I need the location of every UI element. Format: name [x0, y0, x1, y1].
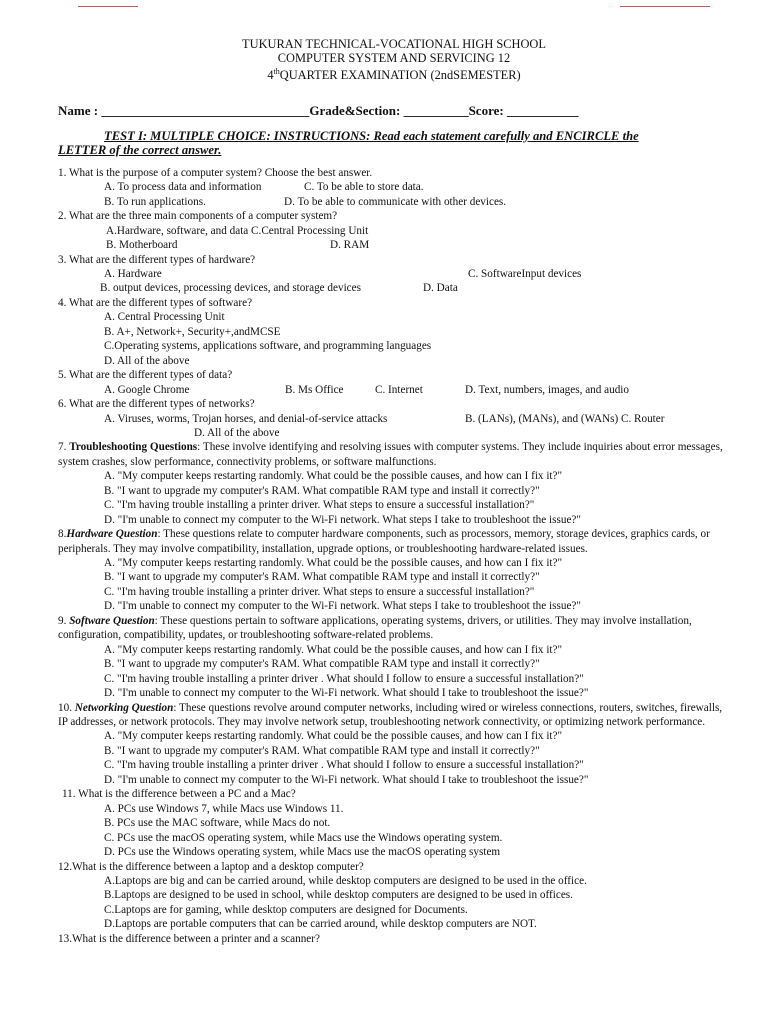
question-5: 5. What are the different types of data? — [58, 369, 233, 382]
q9-title: Software Question — [69, 614, 155, 627]
q11-option-b[interactable]: B. PCs use the MAC software, while Macs do not. — [104, 817, 331, 830]
q11-option-d[interactable]: D. PCs use the Windows operating system, while Macs use the macOS operating system — [104, 846, 501, 859]
q6-option-d[interactable]: D. All of the above — [194, 426, 280, 439]
top-rule-right — [620, 6, 710, 7]
q2-option-d[interactable]: D. RAM — [330, 239, 370, 252]
question-13: 13.What is the difference between a printer and a scanner? — [58, 932, 320, 945]
q1-options-ac — [58, 180, 730, 194]
question-10: 10. Networking Question: These questions revolve around computer networks, including wired or wireless connections, routers, switches, firewalls, IP addresses, or network protocols. They may involve network setup, troubleshooting network connectivity, or optimizing network performance. — [58, 701, 723, 728]
question-7: 7. Troubleshooting Questions: These involve identifying and resolving issues with computer systems. They include inquiries about error messages, system crashes, slow performance, connectivity problems, or software malfunctions. — [58, 441, 723, 468]
score-label: Score: — [468, 102, 507, 118]
q10-title: Networking Question — [74, 701, 174, 714]
q2-option-b[interactable]: B. Motherboard — [106, 239, 178, 252]
q3-options-ac — [58, 267, 730, 281]
q8-title: Hardware Question — [66, 528, 158, 541]
exam-title: 4thQUARTER EXAMINATION (2ndSEMESTER) — [267, 67, 521, 83]
q4-option-c[interactable]: C.Operating systems, applications software, and programming languages — [104, 340, 432, 353]
q3-options-bd — [58, 281, 730, 295]
q3-option-b[interactable]: B. output devices, processing devices, and storage devices — [100, 282, 361, 295]
q12-option-a[interactable]: A.Laptops are big and can be carried around, while desktop computers are designed to be used in the office. — [104, 874, 587, 887]
q1-options-bd — [58, 195, 730, 209]
question-12: 12.What is the difference between a laptop and a desktop computer? — [58, 860, 364, 873]
question-2: 2. What are the three main components of a computer system? — [58, 210, 338, 223]
score-blank[interactable]: ___________ — [506, 102, 579, 118]
q9-option-a[interactable]: A. "My computer keeps restarting randomly. What could be the possible causes, and how can I fix it?" — [104, 643, 563, 656]
question-9: 9. Software Question: These questions pertain to software applications, operating systems, drivers, or utilities. They may involve installation, configuration, compatibility, updates, or troubleshooting software-related problems. — [58, 614, 692, 642]
question-4: 4. What are the different types of software? — [58, 296, 253, 309]
q1-option-d[interactable]: D. To be able to communicate with other devices. — [284, 195, 507, 208]
q3-option-c[interactable]: C. SoftwareInput devices — [468, 268, 582, 281]
q2-option-ac[interactable]: A.Hardware, software, and data C.Central Processing Unit — [106, 224, 369, 237]
q8-option-b[interactable]: B. "I want to upgrade my computer's RAM. What compatible RAM type and install it correctly?" — [104, 571, 540, 584]
q4-option-d[interactable]: D. All of the above — [104, 354, 190, 367]
q9-option-d[interactable]: D. "I'm unable to connect my computer to the Wi-Fi network. What should I take to troubleshoot the issue?" — [104, 687, 589, 700]
q7-title: Troubleshooting Questions — [69, 441, 198, 454]
q12-option-d[interactable]: D.Laptops are portable computers that can be carried around, while desktop computers are NOT. — [104, 918, 537, 931]
q12-option-b[interactable]: B.Laptops are designed to be used in school, while desktop computers are designed to be used in offices. — [104, 889, 573, 902]
q1-option-c[interactable]: C. To be able to store data. — [304, 181, 424, 194]
q7-option-a[interactable]: A. "My computer keeps restarting randomly. What could be the possible causes, and how can I fix it?" — [104, 470, 563, 483]
q7-option-c[interactable]: C. "I'm having trouble installing a printer driver. What steps to ensure a successful installation?" — [104, 499, 535, 512]
q3-option-a[interactable]: A. Hardware — [104, 268, 162, 281]
q11-option-a[interactable]: A. PCs use Windows 7, while Macs use Windows 11. — [104, 802, 344, 815]
q8-option-c[interactable]: C. "I'm having trouble installing a printer driver. What steps to ensure a successful installation?" — [104, 585, 535, 598]
question-11: 11. What is the difference between a PC and a Mac? — [62, 788, 296, 801]
q5-option-c[interactable]: C. Internet — [375, 383, 423, 396]
name-label: Name : — [58, 102, 102, 118]
q10-option-a[interactable]: A. "My computer keeps restarting randomly. What could be the possible causes, and how can I fix it?" — [104, 730, 563, 743]
grade-section-label: Grade&Section: — [309, 102, 404, 118]
q12-option-c[interactable]: C.Laptops are for gaming, while desktop computers are designed for Documents. — [104, 903, 468, 916]
q7-option-d[interactable]: D. "I'm unable to connect my computer to the Wi-Fi network. What steps I take to troubleshoot the issue?" — [104, 513, 581, 526]
q11-option-c[interactable]: C. PCs use the macOS operating system, while Macs use the Windows operating system. — [104, 831, 503, 844]
instructions-line-1: TEST I: MULTIPLE CHOICE: INSTRUCTIONS: Read each statement carefully and ENCIRCLE the — [104, 128, 639, 143]
q10-option-c[interactable]: C. "I'm having trouble installing a printer driver . What should I follow to ensure a successful installation?" — [104, 759, 584, 772]
grade-section-blank[interactable]: __________ — [403, 102, 469, 118]
name-blank[interactable]: ________________________________ — [101, 102, 310, 118]
q5-option-b[interactable]: B. Ms Office — [285, 383, 344, 396]
q10-option-d[interactable]: D. "I'm unable to connect my computer to the Wi-Fi network. What should I take to troubleshoot the issue?" — [104, 773, 589, 786]
q1-option-a[interactable]: A. To process data and information — [104, 181, 262, 194]
q6-options-d — [58, 426, 730, 440]
q4-option-a[interactable]: A. Central Processing Unit — [104, 311, 225, 324]
school-name: TUKURAN TECHNICAL-VOCATIONAL HIGH SCHOOL — [242, 37, 546, 51]
q7-option-b[interactable]: B. "I want to upgrade my computer's RAM. What compatible RAM type and install it correctly?" — [104, 484, 540, 497]
q9-option-c[interactable]: C. "I'm having trouble installing a printer driver . What should I follow to ensure a successful installation?" — [104, 672, 584, 685]
q6-options-abc — [58, 412, 730, 426]
student-info-line — [58, 103, 730, 119]
question-3: 3. What are the different types of hardware? — [58, 253, 256, 266]
q3-option-d[interactable]: D. Data — [423, 282, 458, 295]
q5-options — [58, 383, 730, 397]
question-list — [58, 166, 730, 946]
q8-option-a[interactable]: A. "My computer keeps restarting randomly. What could be the possible causes, and how can I fix it?" — [104, 557, 563, 569]
q10-option-b[interactable]: B. "I want to upgrade my computer's RAM. What compatible RAM type and install it correctly?" — [104, 744, 540, 757]
q2-options-ac — [58, 224, 730, 238]
q8-option-d[interactable]: D. "I'm unable to connect my computer to the Wi-Fi network. What steps I take to troubleshoot the issue?" — [104, 600, 581, 613]
subject-title: COMPUTER SYSTEM AND SERVICING 12 — [277, 50, 511, 65]
exam-header — [58, 38, 730, 83]
q9-option-b[interactable]: B. "I want to upgrade my computer's RAM. What compatible RAM type and install it correctly?" — [104, 658, 540, 671]
q5-option-a[interactable]: A. Google Chrome — [104, 383, 190, 396]
q5-option-d[interactable]: D. Text, numbers, images, and audio — [465, 383, 629, 396]
q6-option-a[interactable]: A. Viruses, worms, Trojan horses, and denial-of-service attacks — [104, 412, 388, 425]
exam-page — [58, 38, 730, 946]
q1-option-b[interactable]: B. To run applications. — [104, 195, 206, 208]
top-rule-left — [78, 6, 138, 7]
question-8: 8.Hardware Question: These questions relate to computer hardware components, such as processors, memory, storage devices, graphics cards, or peripherals. They may involve compatibility, installation, upgrade options, or troubleshooting hardware-related issues. — [58, 528, 710, 555]
q6-option-bc[interactable]: B. (LANs), (MANs), and (WANs) C. Router — [465, 412, 665, 425]
instructions-line-2: LETTER of the correct answer. — [58, 142, 222, 157]
test-instructions — [58, 129, 730, 157]
question-1: 1. What is the purpose of a computer system? Choose the best answer. — [58, 166, 373, 179]
question-6: 6. What are the different types of networks? — [58, 398, 255, 411]
q4-option-b[interactable]: B. A+, Network+, Security+,andMCSE — [104, 325, 281, 338]
q2-options-bd — [58, 238, 730, 252]
